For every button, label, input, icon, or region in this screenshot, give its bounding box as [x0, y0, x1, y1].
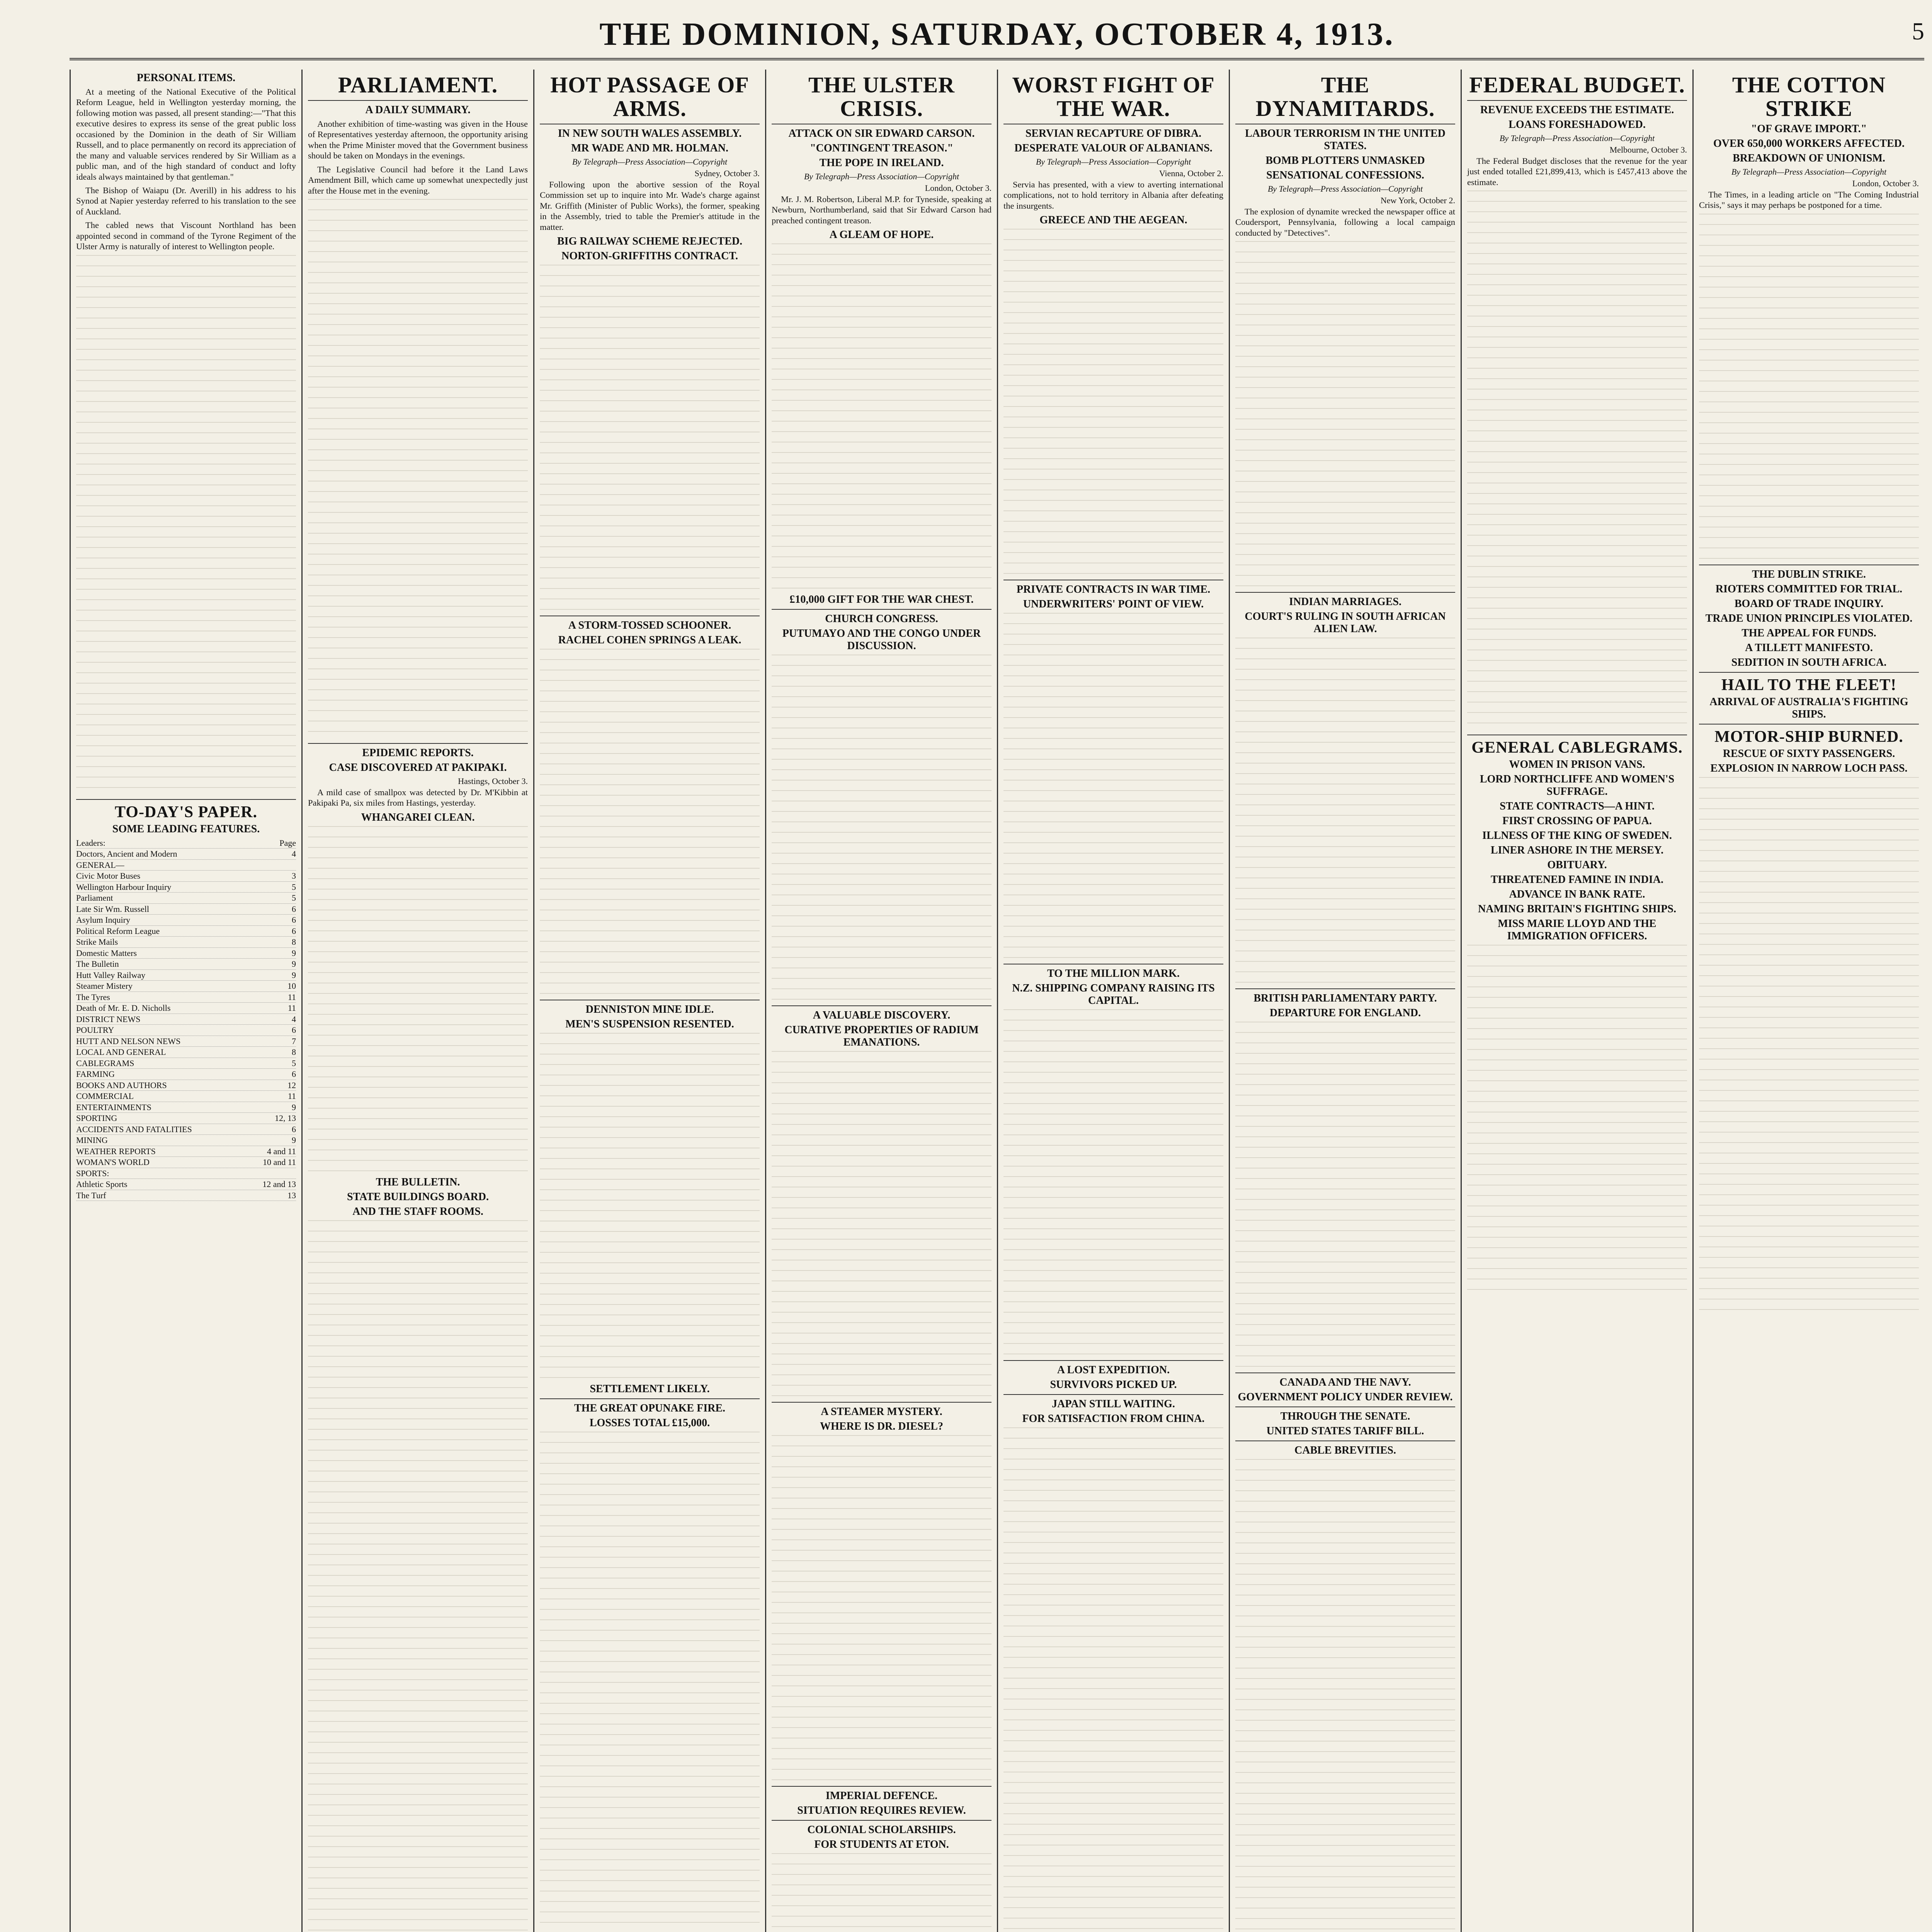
article-body-continuation: [1699, 214, 1919, 561]
column-8: [1692, 70, 1924, 1932]
features-row: [76, 838, 296, 849]
subheading: UNITED STATES TARIFF BILL.: [1266, 1425, 1424, 1437]
byline: By Telegraph—Press Association—Copyright: [572, 156, 728, 167]
features-row: [76, 970, 296, 981]
article-paragraph: Servia has presented, with a view to averting international complications, not to hold territory in Albania after defeating the insurgents.: [1003, 179, 1223, 211]
article-paragraph: The explosion of dynamite wrecked the newspaper office at Coudersport, Pennsylvania, following a local campaign conducted by "Detectives".: [1235, 206, 1455, 238]
column-5: [997, 70, 1229, 1932]
article-body-continuation: [76, 255, 296, 796]
subheading: SEDITION IN SOUTH AFRICA.: [1731, 656, 1887, 668]
features-page: 12 and 13: [262, 1179, 296, 1189]
features-row: [76, 849, 296, 860]
subheading: GREECE AND THE AEGEAN.: [1039, 214, 1187, 226]
article-body-continuation: [772, 1435, 992, 1783]
article-body-continuation: [1467, 190, 1687, 731]
subheading: LABOUR TERRORISM IN THE UNITED STATES.: [1245, 127, 1446, 152]
subheading: SETTLEMENT LIKELY.: [590, 1383, 710, 1395]
article-paragraph: The Federal Budget discloses that the revenue for the year just ended totalled £21,899,413, which is £457,413 above the estimate.: [1467, 156, 1687, 187]
subheading: RESCUE OF SIXTY PASSENGERS.: [1723, 747, 1895, 760]
subheading: EPIDEMIC REPORTS.: [362, 747, 474, 759]
headline: GENERAL CABLEGRAMS.: [1471, 739, 1683, 757]
article-body-continuation: [308, 1220, 528, 1932]
subheading: A STORM-TOSSED SCHOONER.: [568, 619, 731, 631]
subheading: IMPERIAL DEFENCE.: [825, 1790, 938, 1802]
features-label: Domestic Matters: [76, 948, 137, 958]
column-rule: [540, 1398, 760, 1399]
features-page: 6: [292, 1025, 296, 1035]
article-paragraph: Another exhibition of time-wasting was given in the House of Representatives yesterday afternoon, the opportunity arising when the Prime Minister moved that the Government business should be taken on Mondays in the evenings.: [308, 119, 528, 161]
subheading: COURT'S RULING IN SOUTH AFRICAN ALIEN LAW.: [1245, 611, 1446, 635]
features-label: Political Reform League: [76, 926, 160, 936]
subheading: ARRIVAL OF AUSTRALIA'S FIGHTING SHIPS.: [1709, 696, 1908, 720]
features-row: [76, 1080, 296, 1091]
features-label: WOMAN'S WORLD: [76, 1157, 150, 1167]
column-rule: [1235, 1440, 1455, 1441]
article-body-continuation: [772, 1853, 992, 1932]
subheading: N.Z. SHIPPING COMPANY RAISING ITS CAPITAL.: [1012, 982, 1215, 1007]
subheading: TRADE UNION PRINCIPLES VIOLATED.: [1705, 612, 1913, 624]
subheading: AND THE STAFF ROOMS.: [352, 1205, 483, 1218]
subheading: BREAKDOWN OF UNIONISM.: [1733, 152, 1885, 164]
features-page: 9: [292, 1102, 296, 1112]
subheading: BIG RAILWAY SCHEME REJECTED.: [557, 235, 743, 247]
subheading: EXPLOSION IN NARROW LOCH PASS.: [1710, 762, 1908, 774]
article-body-continuation: [772, 1051, 992, 1399]
subheading: DESPERATE VALOUR OF ALBANIANS.: [1014, 142, 1213, 154]
subheading: ATTACK ON SIR EDWARD CARSON.: [788, 127, 975, 139]
headline: MOTOR-SHIP BURNED.: [1714, 728, 1903, 746]
features-page: 9: [292, 1135, 296, 1145]
subheading: CURATIVE PROPERTIES OF RADIUM EMANATIONS.: [784, 1024, 979, 1049]
subheading: MEN'S SUSPENSION RESENTED.: [565, 1018, 734, 1030]
article-body-continuation: [772, 243, 992, 591]
features-page: 13: [287, 1190, 296, 1200]
column-rule: [308, 100, 528, 101]
subheading: SENSATIONAL CONFESSIONS.: [1266, 169, 1424, 181]
article-body-continuation: [308, 826, 528, 1174]
masthead-title: THE DOMINION, SATURDAY, OCTOBER 4, 1913.: [599, 16, 1395, 52]
column-3: [533, 70, 765, 1932]
article-paragraph: Following upon the abortive session of the Royal Commission set up to inquire into Mr. Wade's charge against Mr. Griffith (Minister of Public Works), the former, speaking in the Assembly, tried to table the Premier's attitude in the matter.: [540, 179, 760, 232]
subheading: A LOST EXPEDITION.: [1057, 1364, 1170, 1376]
features-row: [76, 1047, 296, 1058]
features-page: 6: [292, 926, 296, 936]
subheading: A GLEAM OF HOPE.: [829, 229, 934, 241]
article-body-continuation: [1003, 1009, 1223, 1357]
features-row: [76, 1179, 296, 1190]
dateline: London, October 3.: [925, 183, 992, 193]
features-page: 5: [292, 893, 296, 903]
features-label: Athletic Sports: [76, 1179, 128, 1189]
features-label: POULTRY: [76, 1025, 114, 1035]
features-label: Death of Mr. E. D. Nicholls: [76, 1003, 171, 1013]
features-page: 9: [292, 959, 296, 969]
features-label: HUTT AND NELSON NEWS: [76, 1036, 181, 1046]
features-page: 10 and 11: [263, 1157, 296, 1167]
subheading: WHERE IS DR. DIESEL?: [820, 1420, 943, 1433]
column-4: [765, 70, 997, 1932]
subheading: A TILLETT MANIFESTO.: [1745, 641, 1873, 654]
subheading: THE DUBLIN STRIKE.: [1752, 568, 1866, 580]
column-1: [70, 70, 301, 1932]
features-page: 8: [292, 937, 296, 947]
article-body-continuation: [540, 1432, 760, 1932]
features-label: WEATHER REPORTS: [76, 1146, 156, 1156]
features-row: [76, 981, 296, 992]
column-7: [1461, 70, 1692, 1932]
features-row: [76, 1102, 296, 1113]
subheading: JAPAN STILL WAITING.: [1052, 1398, 1175, 1410]
headline: WORST FIGHT OF THE WAR.: [1012, 72, 1215, 121]
features-row: [76, 1069, 296, 1080]
column-rule: [1235, 1372, 1455, 1373]
subheading: BOMB PLOTTERS UNMASKED: [1265, 154, 1425, 167]
subheading: THREATENED FAMINE IN INDIA.: [1490, 874, 1663, 886]
headline: THE COTTON STRIKE: [1732, 72, 1886, 121]
byline: By Telegraph—Press Association—Copyright: [1731, 167, 1887, 177]
dateline: Sydney, October 3.: [694, 168, 760, 178]
features-row: [76, 1168, 296, 1179]
subheading: GOVERNMENT POLICY UNDER REVIEW.: [1238, 1391, 1453, 1403]
features-row: [76, 1058, 296, 1069]
features-page: 6: [292, 904, 296, 914]
features-row: [76, 1135, 296, 1146]
subheading: INDIAN MARRIAGES.: [1289, 596, 1401, 608]
subheading: NORTON-GRIFFITHS CONTRACT.: [561, 250, 738, 262]
subheading: WOMEN IN PRISON VANS.: [1509, 759, 1645, 771]
subheading: CASE DISCOVERED AT PAKIPAKI.: [329, 761, 507, 774]
subheading: THE POPE IN IRELAND.: [819, 156, 944, 169]
features-page: 12, 13: [275, 1113, 296, 1123]
article-body-continuation: [1699, 777, 1919, 1318]
subheading: SOME LEADING FEATURES.: [112, 823, 260, 835]
features-row: [76, 926, 296, 937]
headline: THE DYNAMITARDS.: [1255, 72, 1435, 121]
subheading: PERSONAL ITEMS.: [136, 72, 236, 84]
subheading: THE BULLETIN.: [376, 1176, 460, 1188]
features-label: The Turf: [76, 1190, 106, 1200]
features-list: [76, 838, 296, 1201]
column-2: [301, 70, 533, 1932]
subheading: LORD NORTHCLIFFE AND WOMEN'S SUFFRAGE.: [1480, 773, 1675, 798]
features-row: [76, 871, 296, 882]
features-page: 6: [292, 1069, 296, 1079]
features-page: 6: [292, 915, 296, 925]
column-rule: [1003, 1394, 1223, 1395]
features-label: MINING: [76, 1135, 108, 1145]
column-rule: [772, 1786, 992, 1787]
subheading: NAMING BRITAIN'S FIGHTING SHIPS.: [1478, 903, 1676, 915]
subheading: £10,000 GIFT FOR THE WAR CHEST.: [789, 594, 974, 606]
article-body-continuation: [1235, 638, 1455, 985]
features-label: COMMERCIAL: [76, 1091, 134, 1101]
headline: HOT PASSAGE OF ARMS.: [550, 72, 749, 121]
features-row: [76, 893, 296, 904]
column-rule: [772, 1402, 992, 1403]
features-page: 12: [287, 1080, 296, 1090]
features-row: [76, 959, 296, 970]
article-body-continuation: [1003, 1427, 1223, 1932]
features-page: 7: [292, 1036, 296, 1046]
subheading: ILLNESS OF THE KING OF SWEDEN.: [1482, 830, 1672, 842]
subheading: IN NEW SOUTH WALES ASSEMBLY.: [558, 127, 742, 139]
features-label: SPORTS:: [76, 1168, 109, 1178]
article-paragraph: At a meeting of the National Executive of the Political Reform League, held in Wellington yesterday morning, the following motion was passed, all present standing:—"That this executive desires to express its sense of the great public loss occasioned by the Dominion in the death of Sir William Russell, and to place permanently on record its appreciation of the many and valuable services rendered by Sir William as a public man, and of the high standard of conduct and lofty ideals always maintained by that gentleman.": [76, 87, 296, 182]
subheading: THROUGH THE SENATE.: [1280, 1410, 1410, 1423]
article-body-continuation: [1235, 1022, 1455, 1369]
features-page: 3: [292, 871, 296, 881]
subheading: SITUATION REQUIRES REVIEW.: [797, 1804, 966, 1817]
column-rule: [1235, 592, 1455, 593]
subheading: ADVANCE IN BANK RATE.: [1509, 888, 1645, 901]
article-paragraph: The Legislative Council had before it the Land Laws Amendment Bill, which came up somewhat unexpectedly just after the House met in the evening.: [308, 164, 528, 196]
features-label: Late Sir Wm. Russell: [76, 904, 150, 914]
features-label: Wellington Harbour Inquiry: [76, 882, 172, 892]
subheading: BRITISH PARLIAMENTARY PARTY.: [1253, 992, 1437, 1005]
features-page: 4 and 11: [267, 1146, 296, 1156]
features-row: [76, 1157, 296, 1168]
subheading: A DAILY SUMMARY.: [365, 104, 471, 116]
features-page: 11: [287, 992, 296, 1002]
subheading: CABLE BREVITIES.: [1294, 1444, 1396, 1457]
features-label: Asylum Inquiry: [76, 915, 130, 925]
subheading: BOARD OF TRADE INQUIRY.: [1734, 597, 1884, 610]
article-body-continuation: [540, 265, 760, 612]
dateline: Hastings, October 3.: [458, 776, 528, 786]
subheading: LOSSES TOTAL £15,000.: [589, 1417, 710, 1429]
article-body-continuation: [772, 655, 992, 1002]
features-row: [76, 992, 296, 1003]
features-row: [76, 1190, 296, 1201]
article-body-continuation: [1467, 945, 1687, 1293]
column-rule: [772, 609, 992, 610]
features-page: 6: [292, 1124, 296, 1134]
features-row: [76, 1025, 296, 1036]
subheading: "CONTINGENT TREASON.": [810, 142, 953, 154]
article-paragraph: A mild case of smallpox was detected by Dr. M'Kibbin at Pakipaki Pa, six miles from Hastings, yesterday.: [308, 787, 528, 808]
features-row: [76, 1113, 296, 1124]
dateline: Vienna, October 2.: [1159, 168, 1223, 178]
masthead: [70, 15, 1924, 60]
features-row: [76, 1124, 296, 1135]
features-label: BOOKS AND AUTHORS: [76, 1080, 167, 1090]
features-row: [76, 1036, 296, 1047]
headline: TO-DAY'S PAPER.: [115, 803, 257, 821]
subheading: REVENUE EXCEEDS THE ESTIMATE.: [1480, 104, 1674, 116]
features-page: 5: [292, 1058, 296, 1068]
dateline: New York, October 2.: [1380, 195, 1455, 205]
subheading: UNDERWRITERS' POINT OF VIEW.: [1023, 598, 1204, 611]
features-label: Parliament: [76, 893, 113, 903]
article-body-continuation: [1003, 229, 1223, 577]
subheading: RACHEL COHEN SPRINGS A LEAK.: [558, 634, 742, 646]
features-row: [76, 1014, 296, 1025]
column-rule: [772, 1820, 992, 1821]
features-row: [76, 904, 296, 915]
article-paragraph: Mr. J. M. Robertson, Liberal M.P. for Tyneside, speaking at Newburn, Northumberland, said that Sir Edward Carson had preached contingent treason.: [772, 194, 992, 225]
byline: By Telegraph—Press Association—Copyright: [804, 171, 959, 181]
features-page: 11: [287, 1091, 296, 1101]
features-label: The Tyres: [76, 992, 110, 1002]
column-6: [1229, 70, 1461, 1932]
headline: THE ULSTER CRISIS.: [808, 72, 955, 121]
subheading: CANADA AND THE NAVY.: [1279, 1376, 1411, 1389]
subheading: CHURCH CONGRESS.: [825, 613, 938, 625]
features-row: [76, 1146, 296, 1157]
headline: FEDERAL BUDGET.: [1469, 72, 1685, 97]
article-body-continuation: [540, 649, 760, 997]
byline: By Telegraph—Press Association—Copyright: [1499, 133, 1655, 143]
features-label: Doctors, Ancient and Modern: [76, 849, 177, 859]
subheading: LINER ASHORE IN THE MERSEY.: [1490, 844, 1664, 857]
subheading: STATE BUILDINGS BOARD.: [347, 1190, 489, 1203]
column-rule: [1235, 1406, 1455, 1407]
features-row: [76, 915, 296, 926]
features-page: 11: [287, 1003, 296, 1013]
subheading: OVER 650,000 WORKERS AFFECTED.: [1713, 137, 1905, 150]
features-page: 5: [292, 882, 296, 892]
subheading: SURVIVORS PICKED UP.: [1050, 1379, 1177, 1391]
subheading: RIOTERS COMMITTED FOR TRIAL.: [1715, 583, 1903, 595]
subheading: WHANGAREI CLEAN.: [361, 811, 475, 823]
article-paragraph: The Bishop of Waiapu (Dr. Averill) in his address to his Synod at Napier yesterday referred to his translation to the see of Auckland.: [76, 185, 296, 216]
subheading: MR WADE AND MR. HOLMAN.: [571, 142, 729, 154]
features-page: 9: [292, 970, 296, 980]
dateline: Melbourne, October 3.: [1609, 145, 1687, 155]
subheading: DEPARTURE FOR ENGLAND.: [1269, 1007, 1421, 1019]
features-page: 4: [292, 849, 296, 859]
subheading: DENNISTON MINE IDLE.: [585, 1003, 714, 1015]
subheading: "OF GRAVE IMPORT.": [1751, 122, 1867, 135]
subheading: TO THE MILLION MARK.: [1047, 968, 1180, 980]
subheading: FIRST CROSSING OF PAPUA.: [1502, 815, 1652, 827]
headline: HAIL TO THE FLEET!: [1721, 676, 1897, 694]
column-rule: [1699, 672, 1919, 673]
subheading: THE GREAT OPUNAKE FIRE.: [574, 1402, 725, 1414]
features-row: [76, 860, 296, 871]
subheading: LOANS FORESHADOWED.: [1509, 118, 1646, 131]
features-row: [76, 1091, 296, 1102]
column-rule: [76, 799, 296, 800]
features-label: GENERAL—: [76, 860, 124, 870]
subheading: FOR STUDENTS AT ETON.: [814, 1838, 949, 1851]
features-label: Strike Mails: [76, 937, 118, 947]
features-page: 4: [292, 1014, 296, 1024]
features-label: The Bulletin: [76, 959, 119, 969]
subheading: THE APPEAL FOR FUNDS.: [1742, 627, 1876, 639]
subheading: OBITUARY.: [1547, 859, 1607, 871]
features-row: [76, 937, 296, 948]
subheading: COLONIAL SCHOLARSHIPS.: [807, 1824, 956, 1836]
article-paragraph: The cabled news that Viscount Northland has been appointed second in command of the Tyrone Regiment of the Ulster Army is naturally of interest to Wellington people.: [76, 220, 296, 252]
subheading: PUTUMAYO AND THE CONGO UNDER DISCUSSION.: [782, 628, 981, 652]
article-body-continuation: [308, 199, 528, 740]
subheading: SERVIAN RECAPTURE OF DIBRA.: [1025, 127, 1202, 139]
features-label: Steamer Mistery: [76, 981, 133, 991]
features-label: LOCAL AND GENERAL: [76, 1047, 166, 1057]
subheading: MISS MARIE LLOYD AND THE IMMIGRATION OFFICERS.: [1498, 918, 1656, 942]
features-label: Leaders:: [76, 838, 105, 848]
subheading: A STEAMER MYSTERY.: [821, 1406, 942, 1418]
article-paragraph: The Times, in a leading article on "The Coming Industrial Crisis," says it may perhaps be postponed for a time.: [1699, 189, 1919, 210]
features-row: [76, 882, 296, 893]
features-row: [76, 1003, 296, 1014]
features-label: DISTRICT NEWS: [76, 1014, 141, 1024]
page-number: 5: [1912, 17, 1924, 45]
subheading: FOR SATISFACTION FROM CHINA.: [1022, 1413, 1205, 1425]
features-label: SPORTING: [76, 1113, 117, 1123]
features-label: CABLEGRAMS: [76, 1058, 134, 1068]
features-row: [76, 948, 296, 959]
features-page: 8: [292, 1047, 296, 1057]
subheading: A VALUABLE DISCOVERY.: [813, 1009, 951, 1022]
headline: PARLIAMENT.: [338, 72, 498, 97]
column-rule: [308, 743, 528, 744]
subheading: PRIVATE CONTRACTS IN WAR TIME.: [1016, 583, 1211, 596]
features-label: ACCIDENTS AND FATALITIES: [76, 1124, 192, 1134]
features-page: 9: [292, 948, 296, 958]
features-page: 10: [287, 981, 296, 991]
features-label: Civic Motor Buses: [76, 871, 141, 881]
column-rule: [1235, 988, 1455, 989]
article-body-continuation: [1235, 1459, 1455, 1932]
features-label: FARMING: [76, 1069, 115, 1079]
column-rule: [1467, 100, 1687, 101]
subheading: STATE CONTRACTS—A HINT.: [1500, 800, 1655, 813]
article-body-continuation: [1235, 241, 1455, 589]
byline: By Telegraph—Press Association—Copyright: [1036, 156, 1191, 167]
dateline: London, October 3.: [1852, 178, 1919, 188]
features-page: Page: [279, 838, 296, 848]
features-label: Hutt Valley Railway: [76, 970, 146, 980]
column-rule: [772, 1005, 992, 1006]
byline: By Telegraph—Press Association—Copyright: [1267, 184, 1423, 194]
article-body-continuation: [540, 1033, 760, 1381]
features-label: ENTERTAINMENTS: [76, 1102, 151, 1112]
column-rule: [1003, 1360, 1223, 1361]
article-body-continuation: [1003, 613, 1223, 961]
